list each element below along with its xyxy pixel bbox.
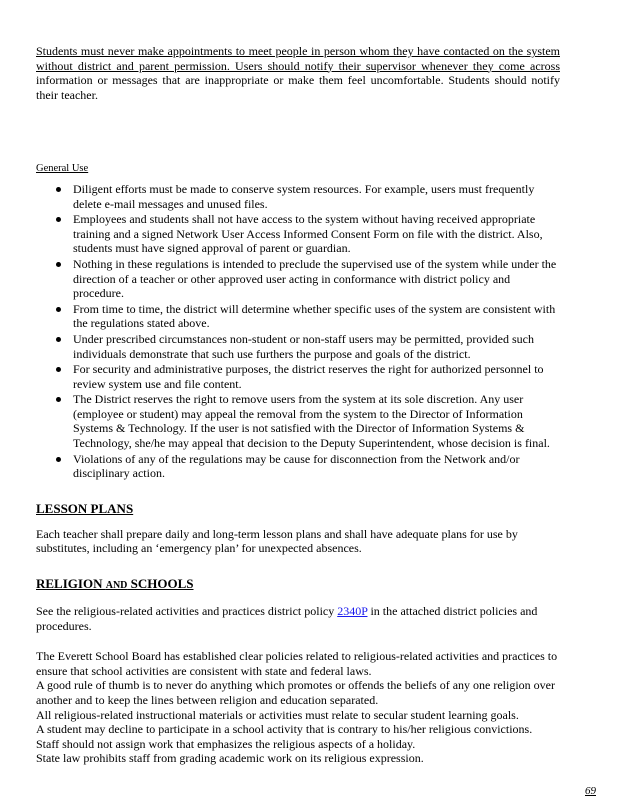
religion-line: The Everett School Board has established clear policies related to religious-related activities and practices to ensure that school activities are consistent with state and federal laws. xyxy=(36,649,558,678)
religion-see-after: in the attached district policies and procedures. xyxy=(36,604,538,633)
list-item xyxy=(36,362,560,391)
intro-rest-text: information or messages that are inappropriate or make them feel uncomfortable. Students should notify their teacher. xyxy=(36,73,560,102)
list-item-text: Diligent efforts must be made to conserve system resources. For example, users must frequently delete e-mail messages and unused files. xyxy=(73,181,535,211)
general-use-list xyxy=(36,182,560,481)
religion-heading-part2: AND xyxy=(105,580,128,592)
bullet-icon xyxy=(56,397,61,402)
bullet-icon xyxy=(56,307,61,312)
list-item xyxy=(36,332,560,361)
religion-heading-part1: RELIGION xyxy=(36,576,106,592)
intro-underlined-text: Students must never make appointments to meet people in person whom they have contacted on the system without district and parent permission. Users should notify their supervisor whenever they come across xyxy=(36,44,560,73)
page-number: 69 xyxy=(585,785,596,797)
bullet-icon xyxy=(56,262,61,267)
document-body xyxy=(36,44,560,766)
list-item xyxy=(36,212,560,256)
religion-see-paragraph xyxy=(36,604,560,633)
lesson-plans-paragraph: Each teacher shall prepare daily and long-term lesson plans and shall have adequate plans for use by substitutes, including an ‘emergency plan’ for unexpected absences. xyxy=(36,526,518,556)
religion-line: A good rule of thumb is to never do anything which promotes or offends the beliefs of any one religion over another and to keep the lines between religion and education separated. xyxy=(36,678,555,707)
list-item xyxy=(36,182,560,211)
list-item xyxy=(36,452,560,481)
religion-see-before: See the religious-related activities and practices district policy xyxy=(36,604,338,619)
religion-heading-part3: SCHOOLS xyxy=(127,576,194,592)
bullet-icon xyxy=(56,337,61,342)
list-item-text: From time to time, the district will determine whether specific uses of the system are consistent with the regulations stated above. xyxy=(73,301,556,331)
list-item-text: Nothing in these regulations is intended to preclude the supervised use of the system while under the direction of a teacher or other approved user acting in conformance with district policy and procedure. xyxy=(73,256,557,301)
religion-line: A student may decline to participate in a school activity that is contrary to his/her religious convictions. xyxy=(36,722,533,737)
religion-heading xyxy=(36,576,560,594)
religion-line: Staff should not assign work that emphasizes the religious aspects of a holiday. xyxy=(36,736,416,751)
list-item-text: Under prescribed circumstances non-student or non-staff users may be permitted, provided such individuals demonstrate that such use furthers the purpose and goals of the district. xyxy=(73,331,534,361)
general-use-heading: General Use xyxy=(36,163,89,175)
bullet-icon xyxy=(56,457,61,462)
list-item xyxy=(36,392,560,450)
list-item xyxy=(36,257,560,301)
religion-line: All religious-related instructional materials or activities must relate to secular student learning goals. xyxy=(36,707,519,722)
religion-rules xyxy=(36,649,560,766)
list-item-text: Employees and students shall not have access to the system without having received appropriate training and a signed Network User Access Informed Consent Form on file with the district. Also, students must have signed approval of parent or guardian. xyxy=(73,212,543,256)
policy-2340p-link[interactable]: 2340P xyxy=(337,604,368,619)
lesson-plans-heading: LESSON PLANS xyxy=(36,500,134,516)
intro-paragraph xyxy=(36,44,560,102)
bullet-icon xyxy=(56,187,61,192)
bullet-icon xyxy=(56,367,61,372)
list-item-text: Violations of any of the regulations may be cause for disconnection from the Network and/or disciplinary action. xyxy=(73,451,520,481)
list-item-text: The District reserves the right to remove users from the system at its sole discretion. Any user (employee or student) may appeal the removal from the system to the Director of Information Systems & Technology. If the user is not satisfied with the Director of Information Systems & Technology, she/he may appeal that decision to the Deputy Superintendent, whose decision is final. xyxy=(73,392,550,451)
bullet-icon xyxy=(56,217,61,222)
religion-line: State law prohibits staff from grading academic work on its religious expression. xyxy=(36,751,424,766)
list-item-text: For security and administrative purposes, the district reserves the right for authorized personnel to review system use and file content. xyxy=(73,362,544,391)
list-item xyxy=(36,302,560,331)
